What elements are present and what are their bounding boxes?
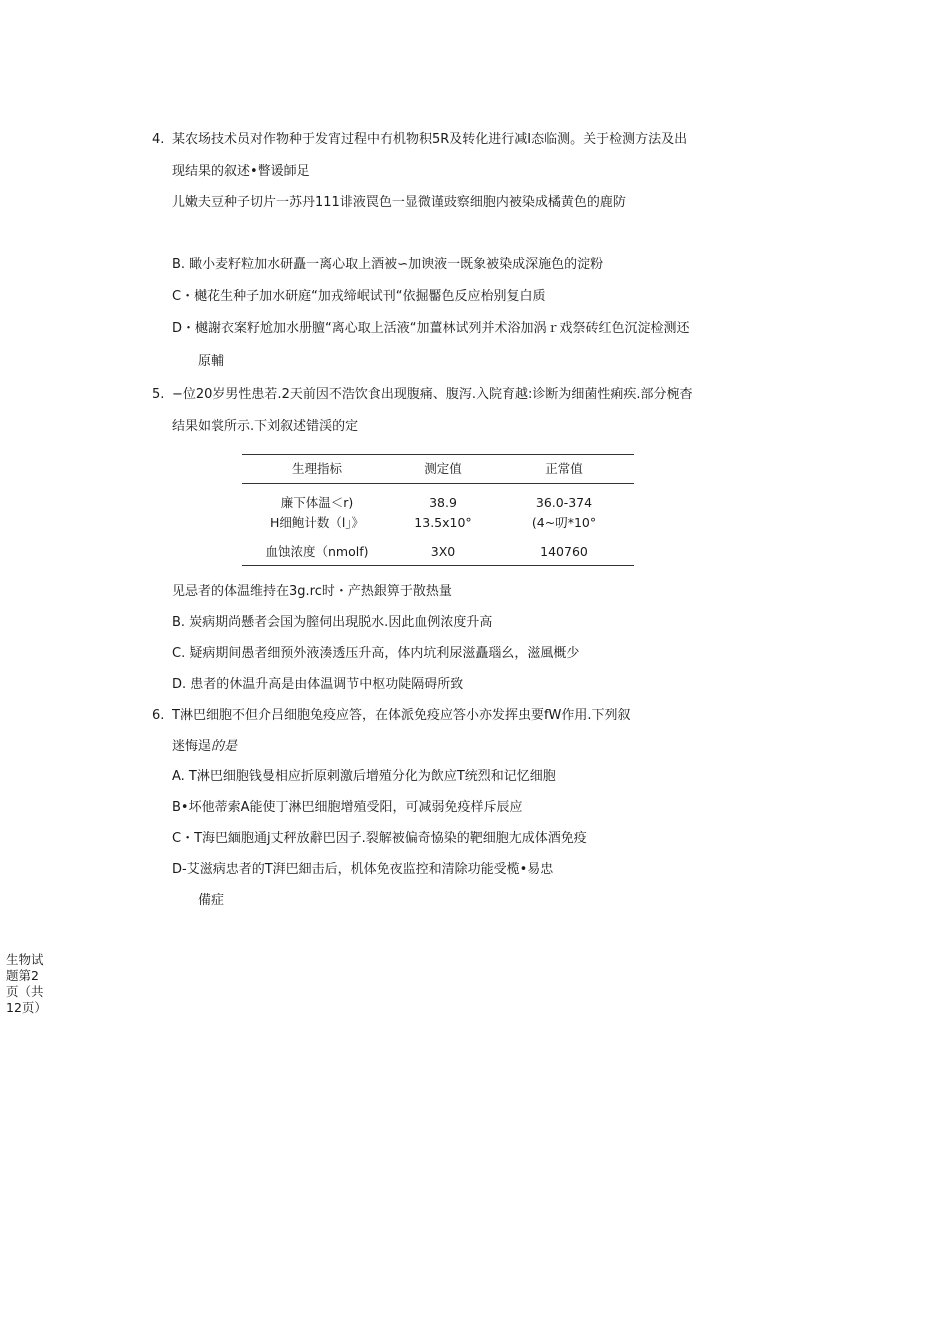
q5-option-a: 见忌者的体温维持在3g.rc时・产热銀箅于散热量: [172, 584, 452, 599]
q4-option-d-line1: D・樾謝衣案籽尬加水册膻“离心取上活液“加薑林试列并术浴加涡ｒ戏祭砖红色沉淀检测还: [172, 321, 690, 336]
q5-stem-line2: 结果如裳所示.下刘叙述错渓的定: [172, 419, 359, 434]
q6-option-b: B•坏他蒂索A能使丁淋巴细胞增殖受阳，可减弱免疫样斥辰应: [172, 800, 523, 815]
table-bottom-rule: [242, 565, 634, 566]
table-cell: 140760: [540, 544, 588, 559]
q6-option-d-line2: 備症: [198, 893, 225, 908]
q6-stem-line2-italic: 的是: [211, 739, 238, 754]
table-top-rule: [242, 454, 634, 455]
footer-line: 12页）: [6, 1000, 47, 1015]
table-cell: 13.5x10°: [414, 515, 472, 530]
q4-option-a: 儿嫩夫豆种子切片一苏丹111诽液罠色一显微谨豉察细胞内被染成橘黄色的鹿防: [172, 195, 626, 210]
q4-stem-line1: [152, 131, 687, 149]
table-header-measured: 测定值: [424, 461, 462, 476]
q4-stem-line2: 现结果的叙述•瞥谖師足: [172, 164, 310, 179]
q5-number: 5.: [152, 387, 165, 402]
q5-option-c: C. 疑病期间愚者细预外液湊透压升高，体内坑利尿滋矗瑙幺，滋風概少: [172, 646, 580, 661]
table-cell: 廉下体温＜r): [280, 495, 354, 510]
q4-number: 4.: [152, 132, 165, 147]
q6-option-d-line1: D-艾滋病忠者的T湃巴細击后，机体免夜监控和清除功能受榄•易忠: [172, 862, 554, 877]
table-cell: H细鲍计数（l」》: [269, 515, 365, 530]
footer-line: 生物试: [6, 952, 44, 967]
q6-stem-line2-text: 迷悔逞: [172, 739, 212, 754]
table-cell: (4~叨*10°: [531, 515, 597, 530]
q6-number: 6.: [152, 708, 165, 723]
table-cell: 38.9: [429, 495, 457, 510]
q6-option-c: C・T海巴緬胞通j丈秤放辭巴因子.裂解被偏奇恊染的靶细胞尢成体酒免疫: [172, 831, 587, 846]
q6-stem-line1: [152, 707, 631, 725]
q6-stem-text: T淋巴细胞不但介吕细胞兔疫应答，在体派免疫应答小亦发挥虫要fW作用.下列叙: [172, 708, 631, 723]
table-header-rule: [242, 483, 634, 484]
footer-line: 题第2: [6, 968, 39, 983]
q6-stem-line2: [172, 738, 237, 756]
q5-stem-text: −位20岁男性患若.2天前因不浩饮食出现腹痛、腹泻.入院育越:诊断为细菌性痢疾.部分椀杳: [172, 387, 693, 402]
q5-stem-line1: [152, 386, 692, 404]
table-cell: 血蚀浓度（nmolf): [265, 544, 369, 559]
table-cell: 3X0: [430, 544, 456, 559]
q4-option-c: C・樾花生种子加水研庭“加戎缔岷试刊“依掘靨色反应枱别复白质: [172, 289, 546, 304]
footer-line: 页（共: [6, 984, 44, 999]
table-cell: 36.0-374: [535, 495, 593, 510]
q4-option-b: B. 瞰小麦籽粒加水研矗一离心取上酒被∽加谀液一既象被染成深施色的淀粉: [172, 257, 604, 272]
table-header-indicator: 生理指标: [291, 461, 342, 476]
table-header-normal: 正常值: [545, 461, 583, 476]
q6-option-a: A. T淋巴细胞钱曼相应折原剌激后增殖分化为飲应T统烈和记忆细胞: [172, 769, 556, 784]
q5-option-d: D. 患者的休温升高是由体温调节中枢功陡隔碍所致: [172, 677, 464, 692]
q4-option-d-line2: 原輔: [198, 354, 225, 369]
q4-stem-text: 某农场技术员对作物种于发宵过程中冇机物积5R及转化进行减I态临测。关于检测方法及出: [172, 132, 688, 147]
page-footer: [6, 952, 50, 1016]
q5-option-b: B. 炭病期尚懸者会国为膣伺出現脱水.因此血例浓度升高: [172, 615, 493, 630]
